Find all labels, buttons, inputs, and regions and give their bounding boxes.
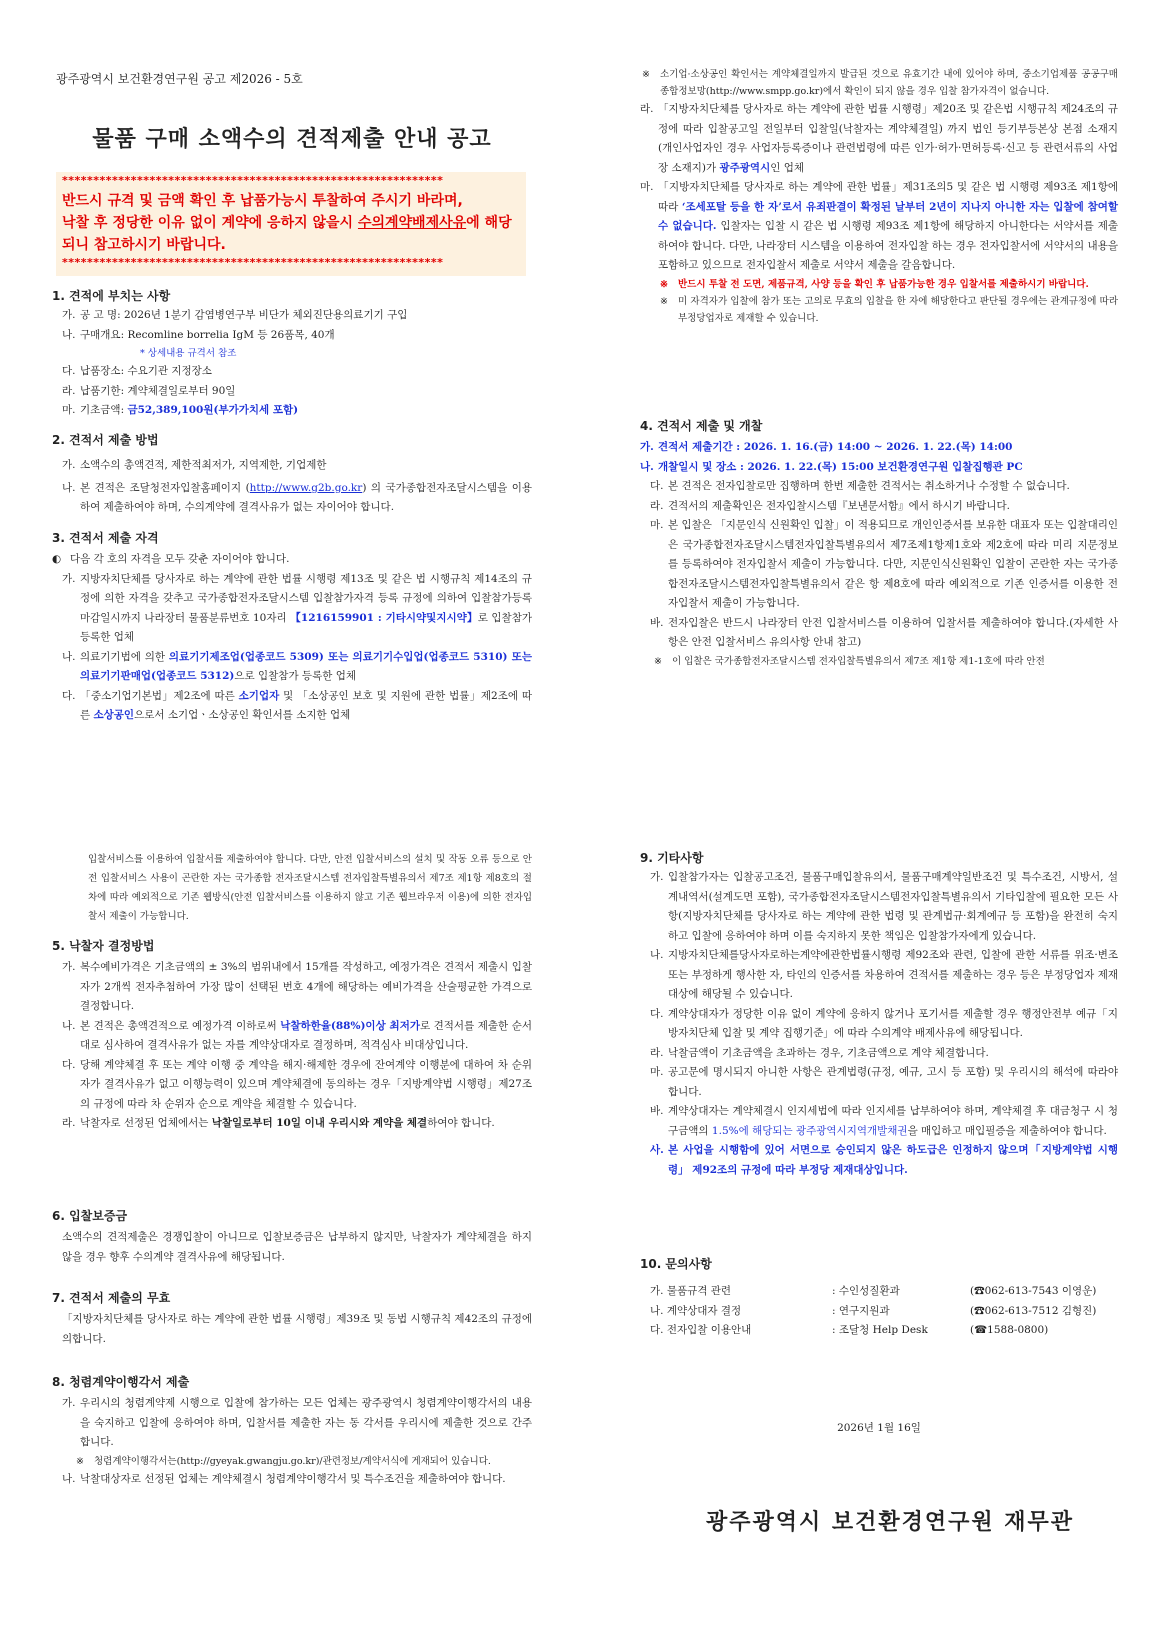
bidder-duty: 입찰참가자는 입찰공고조건, 물품구매입찰유의서, 물품구매계약일반조건 및 특수조건, 시방서, 설계내역서(설계도면 포함), 국가종합전자조달시스템전자입찰특별유의서 기타입찰에 필요한 모든 사항(지방자치단체를 당사자로 하는 계약에 관한 법령 및 관계법규·회계예규 등 포함)을 완전히 숙지하고 입찰에 응하여야 하며 이를 숙지하지 못한 책임은 입찰참가자에게 있습니다. [668,871,1118,942]
contract-deadline-highlight: 낙찰일로부터 10일 이내 우리시와 계약을 체결 [211,1117,428,1129]
item-marker: 가. [640,441,654,453]
warning-line2a: 낙찰 후 정당한 이유 없이 계약에 응하지 않을시 [62,215,358,231]
item-marker: 마. [62,404,76,416]
business-codes: 의료기기제조업(업종코드 5309) 또는 의료기기수입업(업종코드 5310) 또는 의료기기판매업(업종코드 5312) [80,650,532,682]
small-business-term: 소기업자 [238,689,280,702]
spec-note: * 상세내용 규격서 참조 [140,348,237,359]
opening-datetime: 개찰일시 및 장소 : 2026. 1. 22.(목) 15:00 보건환경연구원 입찰집행관 PC [658,460,1023,473]
item-marker: 라. [650,1046,664,1059]
section-heading: 5. 낙찰자 결정방법 [52,939,155,953]
section-7 [52,1288,532,1349]
safe-bid-service: 전자입찰은 반드시 나라장터 안전 입찰서비스를 이용하여 입찰서를 제출하여야 합니다.(자세한 사항은 안전 입찰서비스 유의사항 안내 참고) [668,616,1118,648]
contact-dept: : 조달청 Help Desk [832,1324,928,1336]
warning-message [62,190,520,256]
item-marker: 가. [650,871,664,883]
warning-stars-top: ************************************************************* [62,174,444,187]
contact-label: 다. 전자입찰 이용안내 [650,1324,752,1336]
item-marker: 라. [650,499,664,512]
item-marker: 마. [650,519,664,531]
base-amount-value: 금52,389,100원(부가가치세 포함) [127,404,299,416]
contact-label: 나. 계약상대자 결정 [650,1304,742,1317]
contact-label: 가. 물품규격 관련 [650,1285,732,1297]
item-marker: 나. [62,1472,76,1485]
confirmation-note: 소기업·소상공인 확인서는 계약체결일까지 발급된 것으로 유효기간 내에 있어야 하며, 중소기업제품 공공구매 종합정보망(http://www.smpp.go.kr)에서 확인이 되지 않을 경우 입찰 참가자격이 없습니다. [660,69,1118,97]
product-code: 【1216159901 : 기타시약및지시약】 [290,611,478,624]
forgery-sanction: 지방자치단체를당사자로하는계약에관한법률시행령 제92조와 관련, 입찰에 관한 서류를 위조·변조 또는 부정하게 행사한 자, 타인의 인증서를 차용하여 견적서를 제출하는 경우 등은 부정당업자 제재대상에 해당될 수 있습니다. [668,949,1118,1000]
section-heading: 3. 견적서 제출 자격 [52,531,159,545]
item-marker: 가. [62,309,76,321]
tax-evasion-rule-end: 입찰자는 입찰 시 같은 법 시행령 제93조 제1항에 해당하지 아니한다는 서약서를 제출하여야 합니다. 다만, 나라장터 시스템을 이용하여 전자입찰 하는 경우 전자입찰서에 서약서의 내용을 포함하고 있으므로 전자입찰서 제출로 서약서 제출을 갈음합니다. [658,220,1118,271]
contact-phone: (☎062-613-7512 김형진) [970,1304,1097,1317]
section-2 [52,430,532,518]
section-3 [52,528,532,726]
item-marker: 가. [62,459,76,471]
signature: 광주광역시 보건환경연구원 재무관 [705,1510,1075,1535]
section-6 [52,1206,532,1267]
note-marker: ※ [660,278,668,290]
submission-period: 견적서 제출기간 : 2026. 1. 16.(금) 14:00 ~ 2026. 1. 22.(목) 14:00 [658,441,1013,453]
small-merchant-term: 소상공인 [93,709,135,721]
right-top-block [640,66,1118,327]
section-heading: 1. 견적에 부치는 사항 [52,289,171,303]
next-bidder-rule: 당해 계약체결 후 또는 계약 이행 중 계약을 해지·해제한 경우에 잔여계약 이행분에 대하여 차 순위자가 결격사유가 없고 이행능력이 있으며 계약체결에 동의하는 경우「지방계약법 시행령」제27조의 규정에 따라 차 순위자 순으로 계약을 체결할 수 있습니다. [80,1058,532,1110]
item-marker: 라. [640,103,654,115]
delivery-deadline: 납품기한: 계약체결일로부터 90일 [80,384,236,397]
warning-box [56,172,526,276]
section-heading: 8. 청렴계약이행각서 제출 [52,1375,190,1389]
warning-stars-bottom: ************************************************************* [62,256,444,269]
notice-name: 공 고 명: 2026년 1분기 감염병연구부 비단가 체외진단용의료기기 구입 [80,309,408,321]
contract-deadline-end: 하여야 합니다. [427,1117,495,1129]
tax-evasion-highlight: ‘조세포탈 등을 한 자’로서 유죄판결이 확정된 날부터 2년이 지나지 아니한 자는 입찰에 참여할 수 없습니다. [658,200,1118,232]
item-marker: 나. [640,460,654,473]
item-marker: 마. [650,1066,664,1078]
section-9 [640,848,1118,1180]
invalid-text: 「지방자치단체를 당사자로 하는 계약에 관한 법률 시행령」제39조 및 동법 시행규칙 제42조의 규정에 의합니다. [62,1313,532,1345]
section-heading: 4. 견적서 제출 및 개찰 [640,419,763,433]
subcontract-rule: 본 사업을 시행함에 있어 서면으로 승인되지 않은 하도급은 인정하지 않으며「지방계약법 시행령」 제92조의 규정에 따라 부정당 제재대상입니다. [668,1144,1118,1176]
warning-line2b: 수의계약배제사유 [357,215,467,231]
contact-phone: (☎1588-0800) [970,1324,1049,1336]
qualification-b-end: 으로 입찰참가 등록한 업체 [234,670,356,682]
section-1 [52,286,532,421]
qualification-c-end: 으로서 소기업ㆍ소상공인 확인서를 소지한 업체 [134,709,351,721]
tax-evasion-rule: 「지방자치단체를 당사자로 하는 계약에 관한 법률」제31조의5 및 같은 법 시행령 제93조 제1항에 따라 [658,181,1118,213]
item-marker: 바. [650,616,664,629]
item-marker: 바. [650,1105,664,1117]
item-marker: 나. [62,1019,76,1032]
section-heading: 2. 견적서 제출 방법 [52,433,159,447]
award-rule-end: 로 견적서를 제출한 순서대로 심사하여 결격사유가 없는 자를 계약상대자로 결정하며, 적격심사 비대상입니다. [80,1019,532,1051]
interpretation-rule: 공고문에 명시되지 아니한 사항은 관계법령(규정, 예규, 고시 등 포함) 및 우리시의 해석에 따라야 합니다. [668,1066,1118,1098]
item-marker: 나. [650,949,664,961]
item-marker: 라. [62,384,76,397]
check-before-bid-note: 반드시 투찰 전 도면, 제품규격, 사양 등을 확인 후 납품가능한 경우 입찰서를 제출하시기 바랍니다. [678,278,1089,290]
award-rate: 낙찰하한율(88%)이상 최저가 [280,1019,420,1032]
item-marker: 가. [62,961,76,973]
contact-list [640,1282,1118,1341]
section-8 [52,1372,532,1489]
qualification-a-end: 로 입찰참가 등록한 업체 [80,611,532,643]
submission-check: 견적서의 제출확인은 전자입찰시스템『보낸문서함』에서 하시기 바랍니다. [668,499,1010,512]
warning-line1: 반드시 규격 및 금액 확인 후 납품가능시 투찰하여 주시기 바라며, [62,193,463,209]
qualification-c: 「중소기업기본법」제2조에 따른 [80,689,239,702]
pledge-form-note: 청렴계약이행각서는(http://gyeyak.gwangju.go.kr)/관련정보/계약서식에 게재되어 있습니다. [94,1455,491,1467]
stamp-tax-rule-end: 을 매입하고 매입필증을 제출하여야 합니다. [907,1124,1107,1137]
item-marker: 가. [62,1397,76,1409]
issue-date: 2026년 1월 16일 [837,1422,921,1434]
half-circle-icon: ◐ [52,553,62,565]
submit-method-text: 본 견적은 조달청전자입찰홈페이지 ( [80,481,250,494]
excess-amount-rule: 낙찰금액이 기초금액을 초과하는 경우, 기초금액으로 계약 체결합니다. [668,1046,989,1059]
safe-bid-note-continued: 입찰서비스를 이용하여 입찰서를 제출하여야 합니다. 다만, 안전 입찰서비스의 설치 및 작동 오류 등으로 안전 입찰서비스 사용이 곤란한 자는 국가종합 전자조달시스템 전자입찰특별유의서 제7조 제1항 제8호의 절차에 따라 예외적으로 기존 웹방식(안전 입찰서비스를 이용하지 않고 기존 웹브라우저 이용)에 의한 전자입찰서 제출이 가능합니다. [88,854,532,922]
submit-method-text-2: ) 의 국가종합전자조달시스템을 이용하여 제출하여야 하며, 수의계약에 결격사유가 없는 자이어야 합니다. [80,481,532,513]
section-5 [52,936,532,1134]
location-requirement-end: 인 업체 [770,161,804,174]
item-marker: 마. [640,181,654,193]
safe-bid-note: 이 입찰은 국가종합전자조달시스템 전자입찰특별유의서 제7조 제1항 제1-1호에 따라 안전 [672,655,1045,667]
deposit-text: 소액수의 견적제출은 경쟁입찰이 아니므로 입찰보증금은 납부하지 않지만, 낙찰자가 계약체결을 하지 않을 경우 향후 수의계약 결격사유에 해당됩니다. [62,1231,532,1263]
delivery-place: 납품장소: 수요기관 지정장소 [80,365,212,377]
integrity-pledge: 우리시의 청렴계약제 시행으로 입찰에 참가하는 모든 업체는 광주광역시 청렴계약이행각서의 내용을 숙지하고 입찰에 응하여야 하며, 입찰서를 제출한 자는 동 각서를 우리시에 제출한 것으로 간주합니다. [80,1397,532,1448]
sanction-note: 미 자격자가 입찰에 참가 또는 고의로 무효의 입찰을 한 자에 해당한다고 판단될 경우에는 관계규정에 따라 부정당업자로 제재할 수 있습니다. [678,295,1118,324]
note-marker: ※ [660,295,668,307]
item-marker: 다. [62,689,76,702]
qualification-c-mid: 및 「소상공인 보호 및 지원에 관한 법률」제2조에 따른 [80,689,532,721]
qualification-b: 의료기기법에 의한 [80,650,169,663]
refusal-sanction: 계약상대자가 정당한 이유 없이 계약에 응하지 않거나 포기서를 제출할 경우 행정안전부 예규「지방자치단체 입찰 및 계약 집행기준」에 따라 수의계약 배제사유에 해당됩니다. [668,1007,1118,1039]
contact-phone: (☎062-613-7543 이영운) [970,1285,1097,1297]
purchase-summary: 구매개요: Recomline borrelia IgM 등 26품목, 40개 [80,328,335,341]
item-marker: 나. [62,650,76,663]
contact-row [650,1302,1118,1322]
qualification-intro: 다음 각 호의 자격을 모두 갖춘 자이어야 합니다. [70,553,290,565]
note-marker: ※ [654,655,662,667]
reserve-price-rule: 복수예비가격은 기초금액의 ± 3%의 범위내에서 15개를 작성하고, 예정가격은 견적서 제출시 입찰자가 2개씩 전자추첨하여 가장 많이 선택된 번호 4개에 해당하는 예비가격을 산술평균한 가격으로 결정합니다. [80,961,532,1012]
location-requirement: 「지방자치단체를 당사자로 하는 계약에 관한 법률 시행령」제20조 및 같은법 시행규칙 제24조의 규정에 따라 입찰공고일 전일부터 입찰일(낙찰자는 계약체결일) 까지 법인 등기부등본상 본점 소재지(개인사업자인 경우 사업자등록증이나 관련법령에 따른 인가·허가·면허등록·신고 등 관련서류의 사업장 소재지)가 [658,103,1119,174]
section-heading: 6. 입찰보증금 [52,1209,128,1223]
base-amount-label: 기초금액: [80,404,128,416]
contact-row [650,1321,1118,1341]
stamp-tax-rule: 계약상대자는 계약체결시 인지세법에 따라 인지세를 납부하여야 하며, 계약체결 후 대금청구 시 청구금액의 [668,1105,1118,1137]
quote-type: 소액수의 총액견적, 제한적최저가, 지역제한, 기업제한 [80,459,327,471]
bond-rate: 1.5%에 해당되는 광주광역시지역개발채권 [711,1124,908,1137]
item-marker: 다. [62,365,76,377]
section-10 [640,1254,1118,1341]
item-marker: 다. [650,1007,664,1020]
section-4-continued [52,850,532,926]
warning-line2c: 에 해당되니 참고하시기 바랍니다. [62,215,512,253]
award-rule: 본 견적은 총액견적으로 예정가격 이하로써 [80,1019,281,1032]
contract-deadline: 낙찰자로 선정된 업체에서는 [80,1117,212,1129]
contact-row [650,1282,1118,1302]
notice-number: 광주광역시 보건환경연구원 공고 제2026 - 5호 [56,72,303,86]
note-marker: ※ [76,1455,84,1467]
pledge-submit: 낙찰대상자로 선정된 업체는 계약체결시 청렴계약이행각서 및 특수조건을 제출하여야 합니다. [80,1472,506,1485]
section-4 [640,416,1118,670]
g2b-link[interactable]: http://www.g2b.go.kr [249,481,363,494]
qualification-a: 지방자치단체를 당사자로 하는 계약에 관한 법률 시행령 제13조 및 같은 법 시행규칙 제14조의 규정에 의한 자격을 갖추고 국가종합전자조달시스템 입찰참가자격 등록 규정에 의하여 입찰참가등록 마감일시까지 나라장터 물품분류번호 10자리 [80,572,532,624]
item-marker: 나. [62,481,76,494]
city-name: 광주광역시 [719,161,771,174]
item-marker: 가. [62,572,76,585]
section-heading: 10. 문의사항 [640,1257,712,1271]
item-marker: 사. [650,1144,664,1156]
item-marker: 다. [62,1058,76,1071]
electronic-only: 본 견적은 전자입찰로만 집행하며 한번 제출한 견적서는 취소하거나 수정할 수 없습니다. [668,480,1070,492]
contact-dept: : 수인성질환과 [832,1285,900,1297]
section-heading: 7. 견적서 제출의 무효 [52,1291,171,1305]
contact-dept: : 연구지원과 [832,1304,890,1317]
item-marker: 다. [650,480,664,492]
item-marker: 라. [62,1117,76,1129]
page-title: 물품 구매 소액수의 견적제출 안내 공고 [92,127,492,152]
fingerprint-auth: 본 입찰은 「지문인식 신원확인 입찰」이 적용되므로 개인인증서를 보유한 대표자 또는 입찰대리인은 국가종합전자조달시스템전자입찰특별유의서 제7조제1항제1호와 제2호에 따라 미리 지문정보를 등록하여야 전자입찰서 제출이 가능합니다. 다만, 지문인식신원확인 입찰이 곤란한 자는 국가종합전자조달시스템전자입찰특별유의서 같은 항 제8호에 따라 예외적으로 기존 인증서를 이용한 전자입찰서 제출이 가능합니다. [668,519,1118,609]
section-heading: 9. 기타사항 [640,851,704,865]
item-marker: 나. [62,328,76,341]
note-marker: ※ [642,69,650,80]
